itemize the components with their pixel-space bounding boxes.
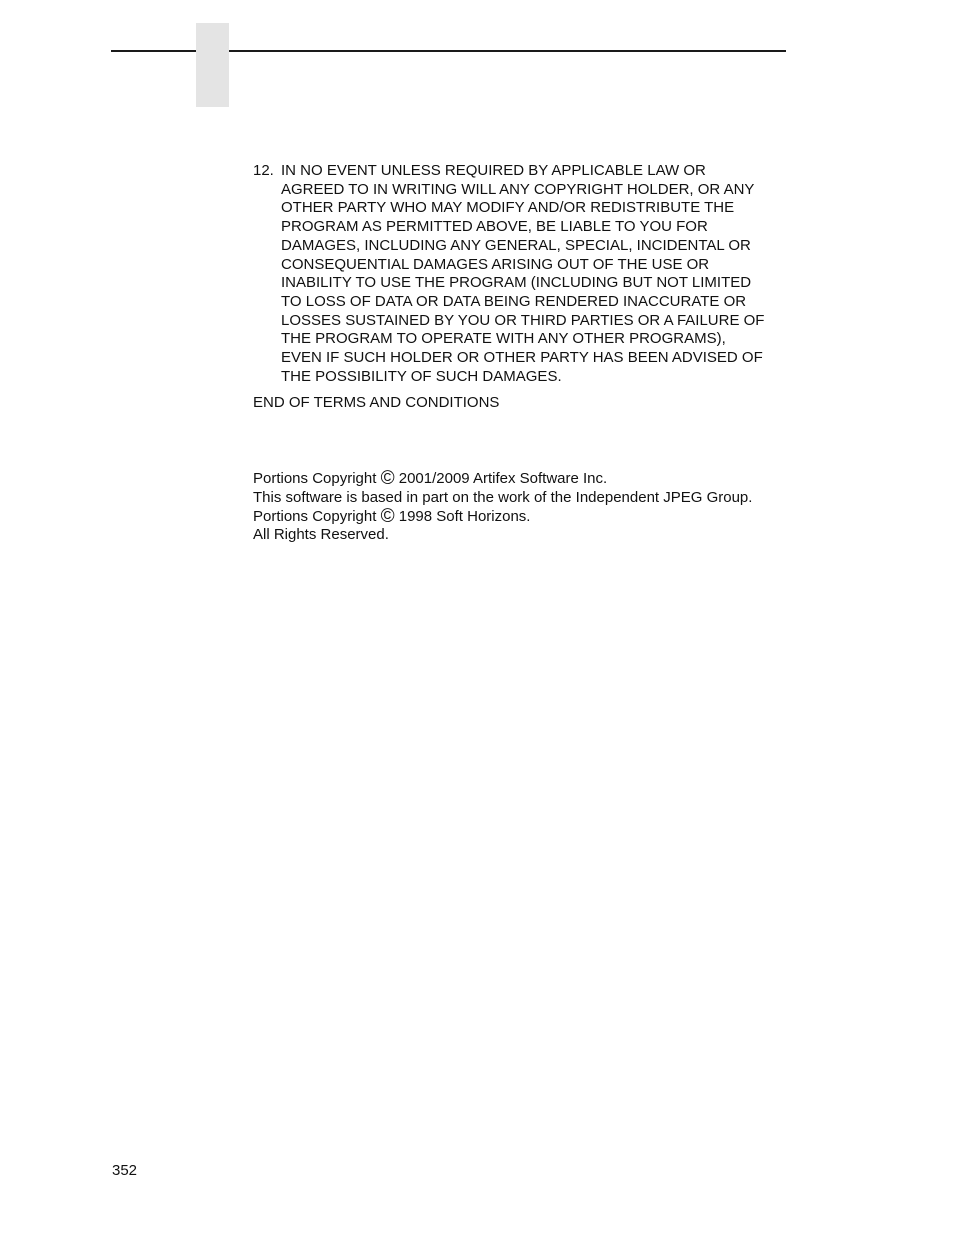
list-item-text: IN NO EVENT UNLESS REQUIRED BY APPLICABLE LAW OR AGREED TO IN WRITING WILL ANY COPYRIGHT HOLDER, OR ANY OTHER PARTY WHO MAY MODIFY AND/OR REDISTRIBUTE THE PROGRAM AS PERMITTED ABOVE, BE LIABLE TO YOU FOR DAMAGES, INCLUDING ANY GENERAL, SPECIAL, INCIDENTAL OR CONSEQUENTIAL DAMAGES ARISING OUT OF THE USE OR INABILITY TO USE THE PROGRAM (INCLUDING BUT NOT LIMITED TO LOSS OF DATA OR DATA BEING RENDERED INACCURATE OR LOSSES SUSTAINED BY YOU OR THIRD PARTIES OR A FAILURE OF THE PROGRAM TO OPERATE WITH ANY OTHER PROGRAMS), EVEN IF SUCH HOLDER OR OTHER PARTY HAS BEEN ADVISED OF THE POSSIBILITY OF SUCH DAMAGES. <box>281 162 765 385</box>
copyright-line-soft-horizons: Portions Copyright © 1998 Soft Horizons. <box>253 505 531 527</box>
copyright-line-artifex: Portions Copyright © 2001/2009 Artifex Software Inc. <box>253 468 608 490</box>
list-item-number: 12. <box>253 162 274 179</box>
page-number: 352 <box>112 1162 138 1179</box>
end-of-terms: END OF TERMS AND CONDITIONS <box>253 394 500 412</box>
copyright-icon: © <box>380 505 395 527</box>
chapter-tab <box>196 23 229 107</box>
copyright-icon: © <box>380 468 395 490</box>
list-item-12 <box>253 162 793 386</box>
page-content <box>253 162 793 545</box>
all-rights-reserved: All Rights Reserved. <box>253 526 389 544</box>
copyright-block <box>253 470 793 545</box>
copyright-line-jpeg: This software is based in part on the work of the Independent JPEG Group. <box>253 488 753 506</box>
